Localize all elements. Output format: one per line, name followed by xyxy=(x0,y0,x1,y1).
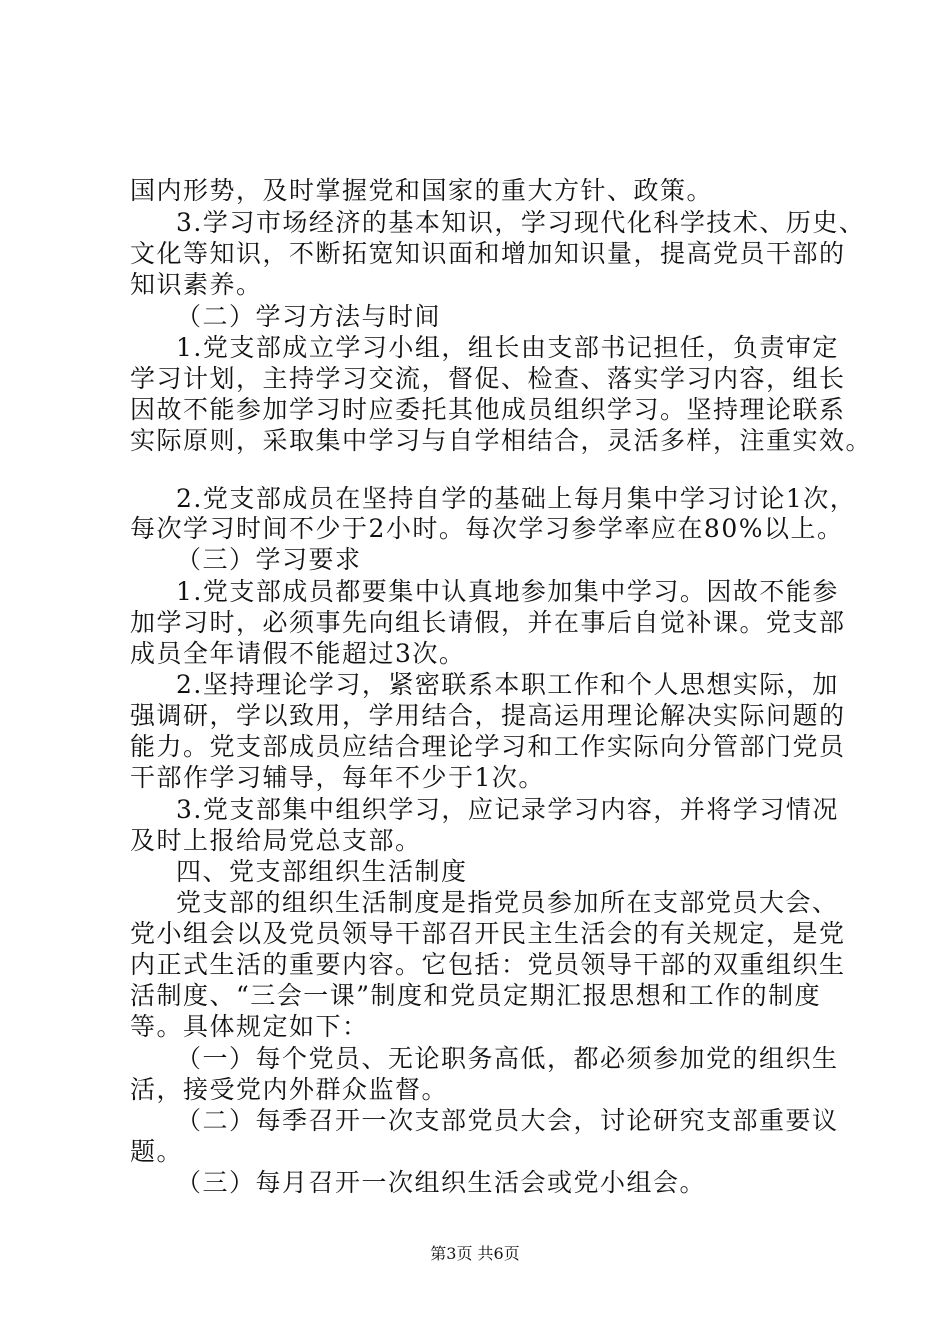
body-line: （一）每个党员、无论职务高低，都必须参加党的组织生 xyxy=(176,1044,839,1073)
body-line: （二）每季召开一次支部党员大会，讨论研究支部重要议 xyxy=(176,1106,839,1135)
body-line: 内正式生活的重要内容。它包括：党员领导干部的双重组织生 xyxy=(130,950,846,979)
body-line: 1.党支部成立学习小组，组长由支部书记担任，负责审定 xyxy=(176,333,839,362)
body-line: 3.党支部集中组织学习，应记录学习内容，并将学习情况 xyxy=(176,795,839,824)
body-line: 1.党支部成员都要集中认真地参加集中学习。因故不能参 xyxy=(176,577,839,606)
body-line: 因故不能参加学习时应委托其他成员组织学习。坚持理论联系 xyxy=(130,395,846,424)
section-heading: （二）学习方法与时间 xyxy=(176,302,442,331)
body-line: 2.党支部成员在坚持自学的基础上每月集中学习讨论1次， xyxy=(176,484,857,513)
body-line: 学习计划，主持学习交流，督促、检查、落实学习内容，组长 xyxy=(130,364,846,393)
body-line: （三）每月召开一次组织生活会或党小组会。 xyxy=(176,1168,707,1197)
body-line: 每次学习时间不少于2小时。每次学习参学率应在80%以上。 xyxy=(130,514,844,543)
body-line: 成员全年请假不能超过3次。 xyxy=(130,639,466,668)
body-line: 知识素养。 xyxy=(130,270,263,299)
page-number: 第3页 共6页 xyxy=(430,1244,520,1263)
body-line: 加学习时，必须事先向组长请假，并在事后自觉补课。党支部 xyxy=(130,608,846,637)
body-line: 2.坚持理论学习，紧密联系本职工作和个人思想实际，加 xyxy=(176,670,839,699)
body-line: 活制度、“三会一课”制度和党员定期汇报思想和工作的制度 xyxy=(130,981,822,1010)
body-line: 能力。党支部成员应结合理论学习和工作实际向分管部门党员 xyxy=(130,732,846,761)
section-heading: 四、党支部组织生活制度 xyxy=(176,857,468,886)
body-line: 实际原则，采取集中学习与自学相结合，灵活多样，注重实效。 xyxy=(130,426,873,455)
section-heading: （三）学习要求 xyxy=(176,545,362,574)
body-line: 干部作学习辅导，每年不少于1次。 xyxy=(130,763,545,792)
body-line: 党支部的组织生活制度是指党员参加所在支部党员大会、 xyxy=(176,888,839,917)
body-line: 等。具体规定如下： xyxy=(130,1012,369,1041)
body-line: 活，接受党内外群众监督。 xyxy=(130,1075,449,1104)
body-line: 党小组会以及党员领导干部召开民主生活会的有关规定，是党 xyxy=(130,919,846,948)
body-line: 及时上报给局党总支部。 xyxy=(130,826,422,855)
body-line: 强调研，学以致用，学用结合，提高运用理论解决实际问题的 xyxy=(130,701,846,730)
body-line: 国内形势，及时掌握党和国家的重大方针、政策。 xyxy=(130,176,714,205)
body-line: 3.学习市场经济的基本知识，学习现代化科学技术、历史、 xyxy=(176,208,866,237)
body-line: 文化等知识，不断拓宽知识面和增加知识量，提高党员干部的 xyxy=(130,239,846,268)
body-line: 题。 xyxy=(130,1137,184,1166)
